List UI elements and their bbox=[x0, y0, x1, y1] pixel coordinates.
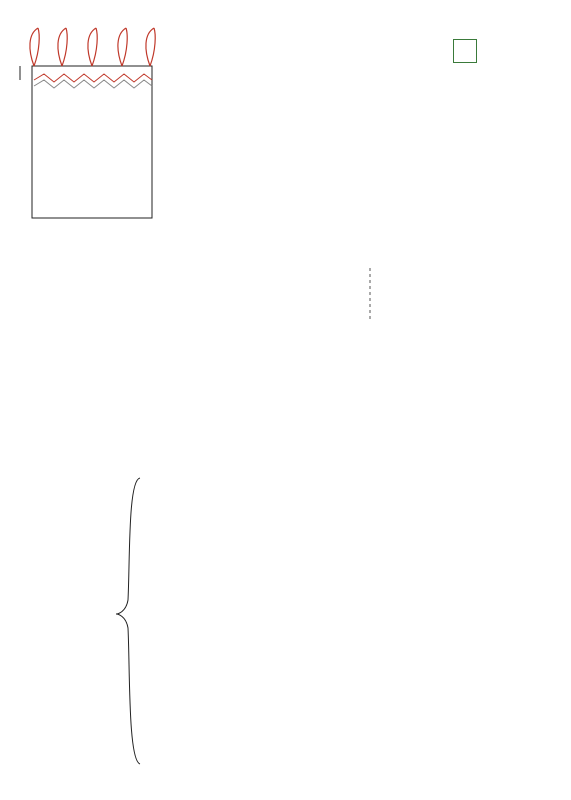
curtain-outline bbox=[32, 66, 152, 218]
curtain-loops bbox=[30, 28, 155, 66]
curtain-zigzag bbox=[34, 74, 152, 82]
curtain-sketch bbox=[20, 28, 155, 218]
fragment-brace bbox=[116, 478, 140, 764]
